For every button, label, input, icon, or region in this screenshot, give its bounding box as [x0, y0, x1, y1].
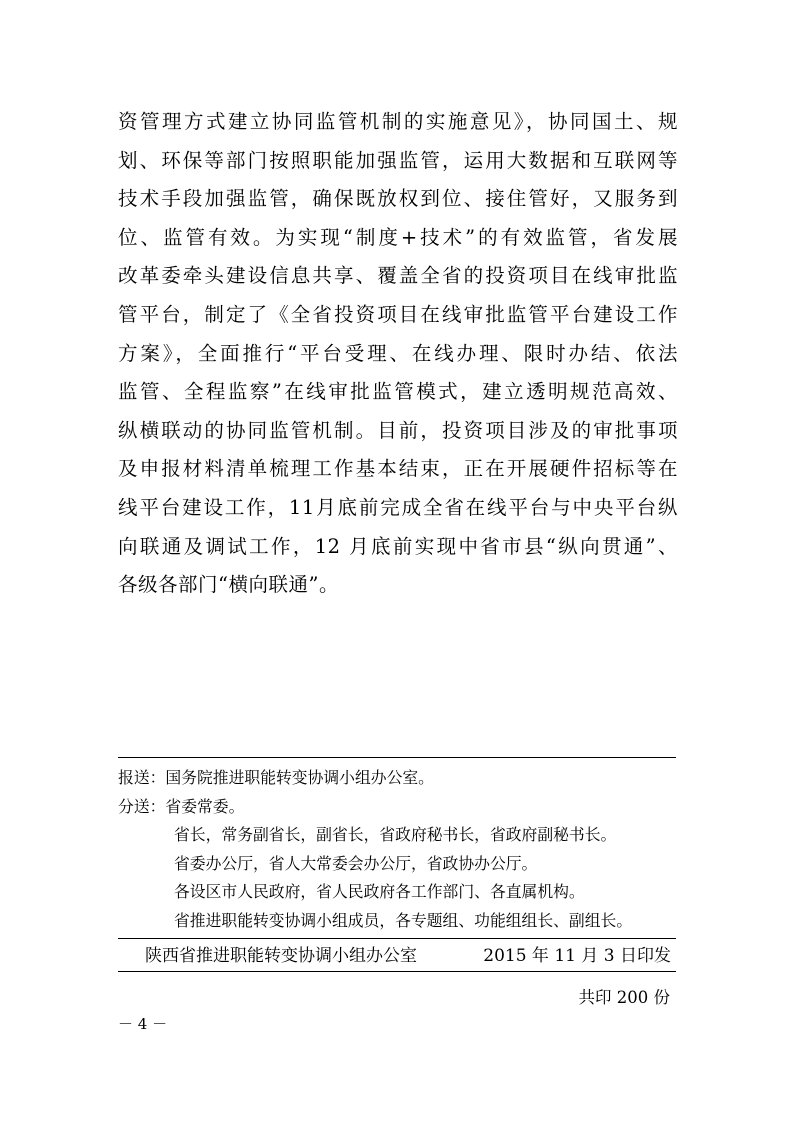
issue-date: 2015 年 11 月 3 日印发: [483, 946, 671, 966]
body-line: 位、监管有效。为实现“制度+技术”的有效监管，省发展: [118, 225, 678, 249]
body-line: 向联通及调试工作，12 月底前实现中省市县“纵向贯通”、: [118, 534, 678, 558]
report-to-line: [118, 764, 678, 793]
body-line: 管平台，制定了《全省投资项目在线审批监管平台建设工作: [118, 302, 678, 326]
body-line: 资管理方式建立协同监管机制的实施意见》，协同国土、规: [118, 110, 678, 133]
issuing-office: 陕西省推进职能转变协调小组办公室: [145, 946, 417, 966]
body-paragraph: [118, 103, 678, 605]
body-line: 及申报材料清单梳理工作基本结束，正在开展硬件招标等在: [118, 457, 678, 481]
body-line: 纵横联动的协同监管机制。目前，投资项目涉及的审批事项: [118, 418, 678, 442]
body-line: 监管、全程监察”在线审批监管模式，建立透明规范高效、: [118, 380, 678, 404]
copy-recipient-line: 省委办公厅，省人大常委会办公厅，省政协办公厅。: [174, 853, 538, 873]
distribution-block: [118, 764, 678, 935]
copy-label: 分送：: [118, 796, 166, 816]
copy-recipient-line: 省长，常务副省长，副省长，省政府秘书长，省政府副秘书长。: [174, 825, 617, 844]
copy-to-line: [118, 793, 678, 822]
distribution-top-rule: [118, 757, 676, 758]
copy-recipient: 省委常委。: [165, 796, 245, 816]
body-line: 各级各部门“横向联通”。: [118, 573, 339, 597]
copy-recipient-line: 省推进职能转变协调小组成员，各专题组、功能组组长、副组长。: [174, 910, 633, 930]
body-line: 技术手段加强监管，确保既放权到位、接住管好，又服务到: [118, 187, 678, 211]
body-line: 方案》，全面推行“平台受理、在线办理、限时办结、依法: [118, 341, 678, 365]
report-label: 报送：: [118, 768, 166, 787]
body-line: 改革委牵头建设信息共享、覆盖全省的投资项目在线审批监: [118, 264, 678, 288]
page-number: － 4 －: [118, 1015, 168, 1033]
issuer-line: [145, 942, 671, 970]
copy-recipient-line: 各设区市人民政府，省人民政府各工作部门、各直属机构。: [174, 882, 585, 901]
issuer-top-rule: [118, 938, 676, 939]
issuer-bottom-rule: [118, 971, 676, 972]
body-line: 划、环保等部门按照职能加强监管，运用大数据和互联网等: [118, 148, 678, 172]
report-recipients: 国务院推进职能转变协调小组办公室。: [165, 768, 434, 787]
print-copies: 共印 200 份: [578, 988, 670, 1007]
body-line: 线平台建设工作，11月底前完成全省在线平台与中央平台纵: [118, 495, 678, 519]
